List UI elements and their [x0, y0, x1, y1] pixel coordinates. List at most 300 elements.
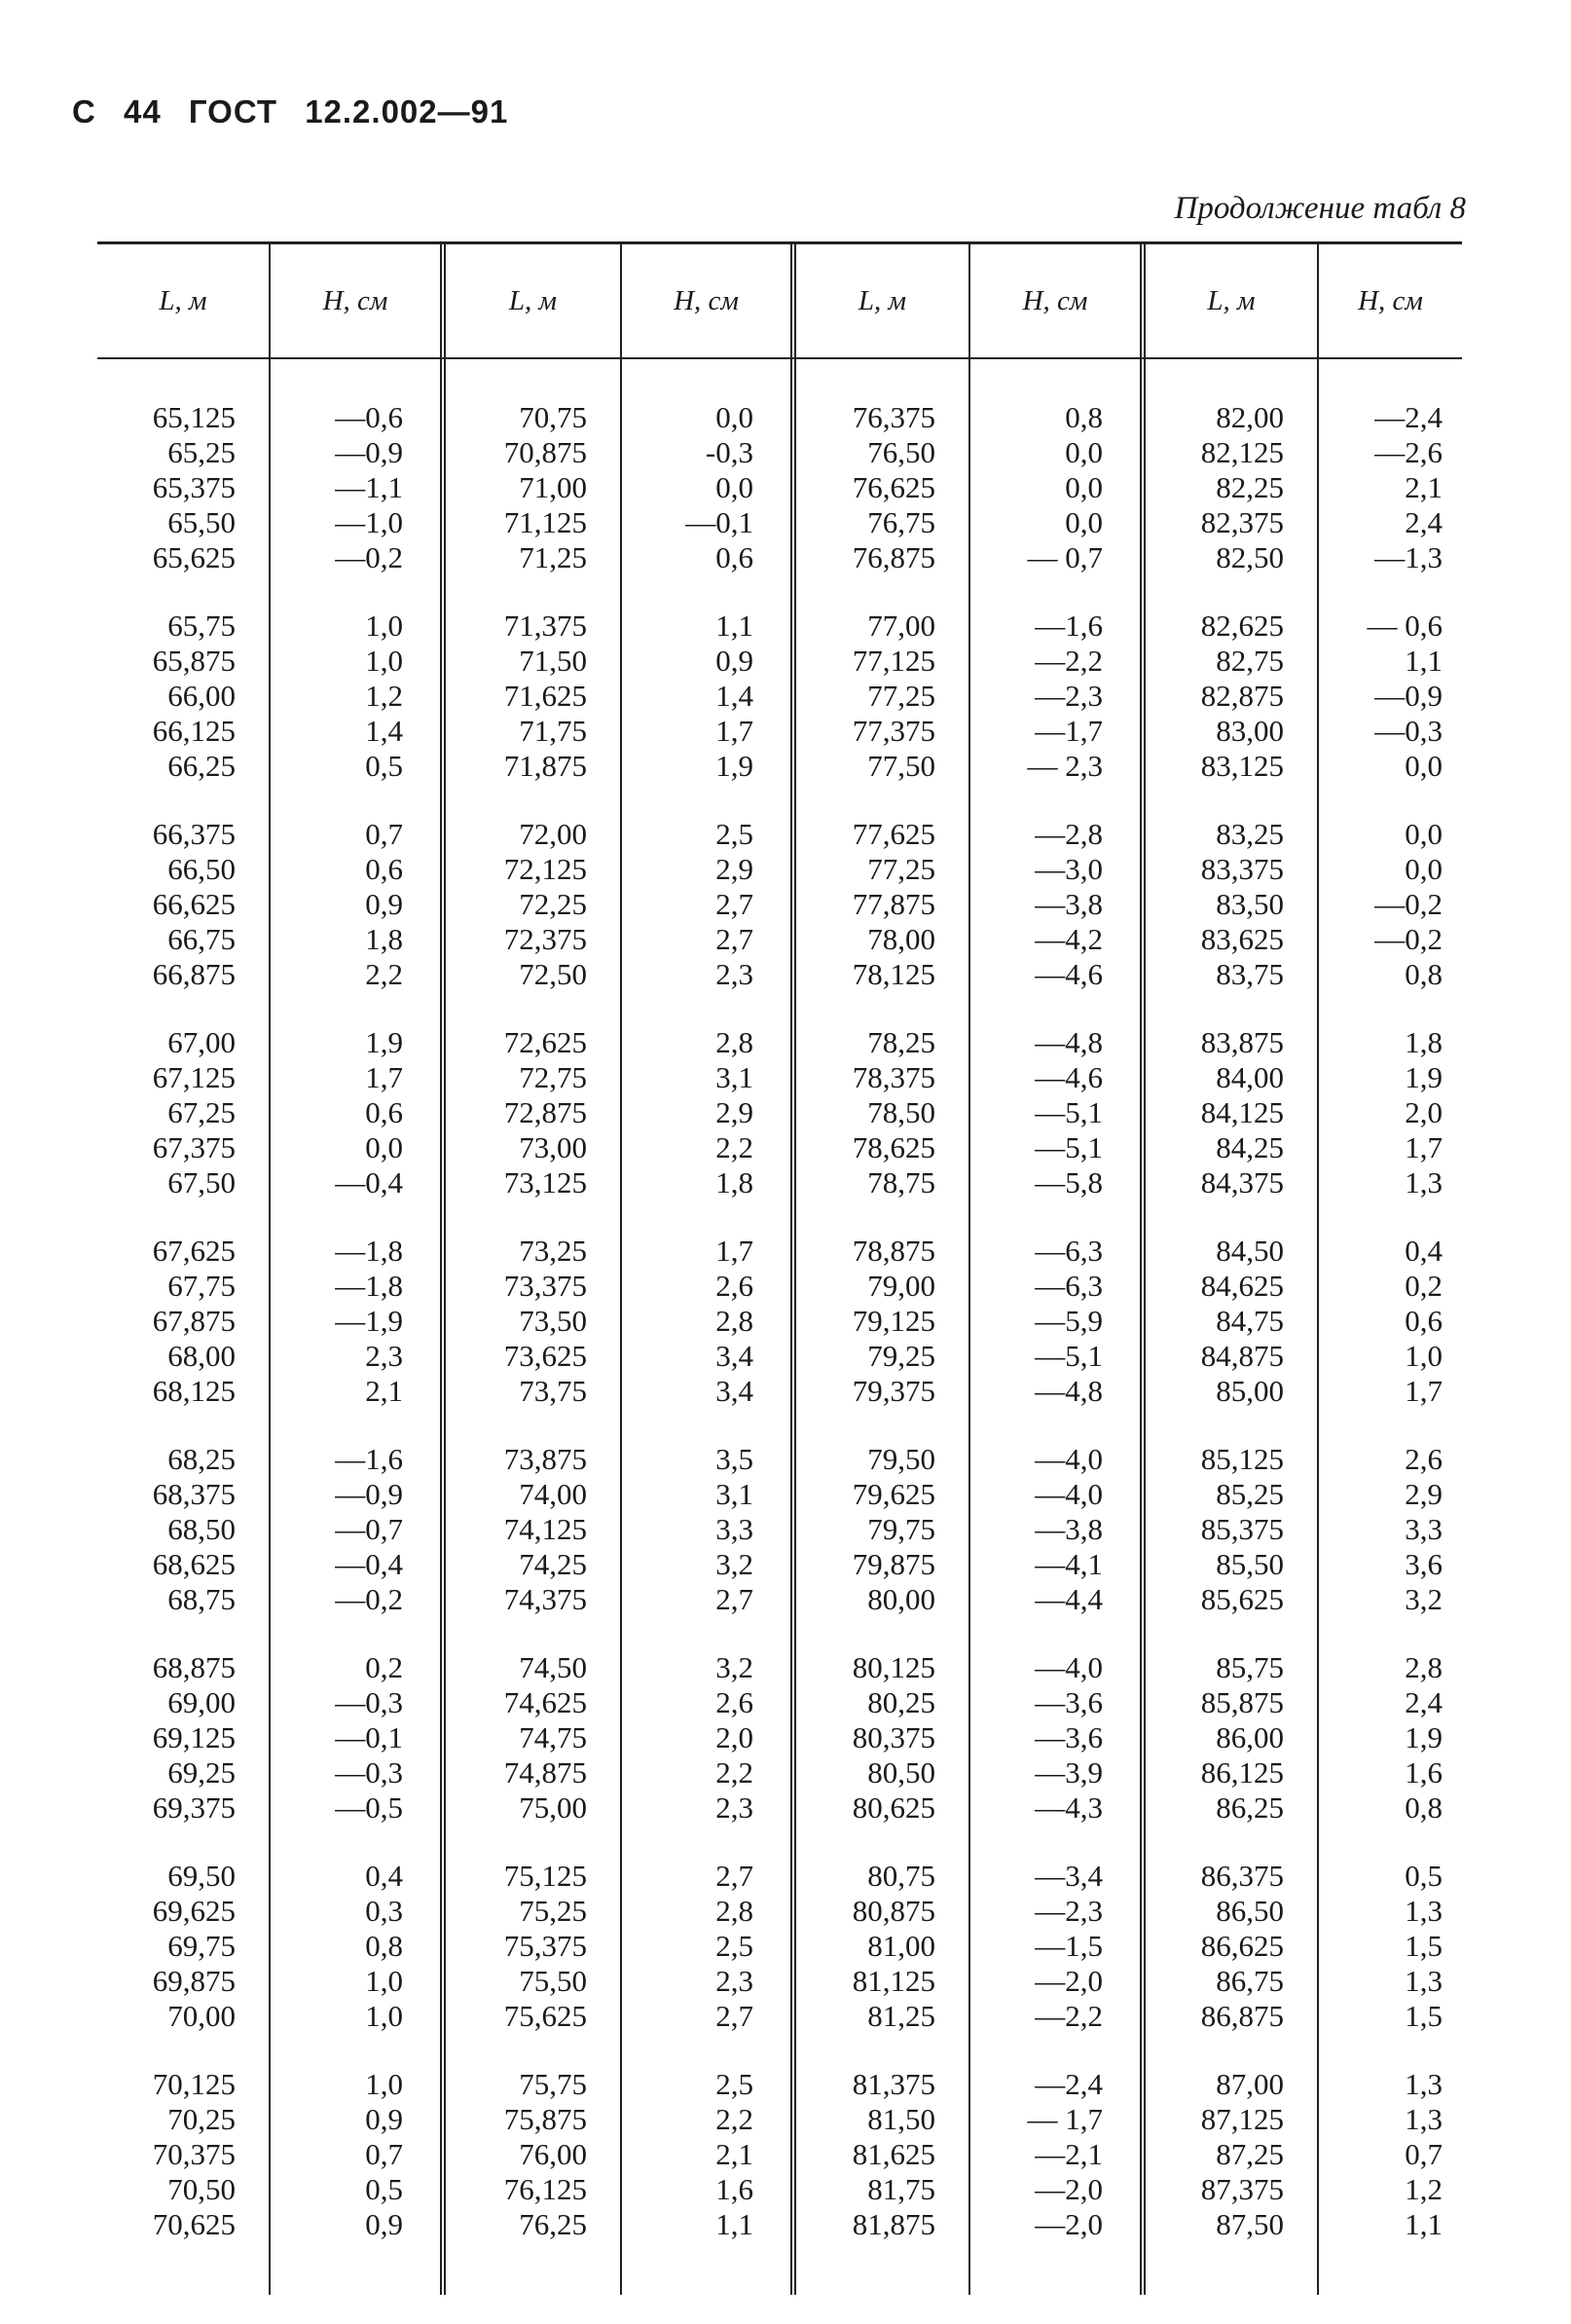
- cell-length: 83,875: [1200, 1025, 1284, 1059]
- cell-length: 87,25: [1216, 2137, 1284, 2171]
- cell-length: 77,625: [852, 817, 935, 851]
- cell-length: 79,125: [852, 1304, 935, 1338]
- cell-length: 66,50: [167, 852, 236, 886]
- cell-length: 68,375: [152, 1477, 236, 1511]
- cell-length: 66,375: [152, 817, 236, 851]
- cell-length: 73,125: [503, 1165, 587, 1199]
- table-header-row: [97, 244, 1462, 357]
- cell-length: 69,875: [152, 1964, 236, 1998]
- cell-length: 81,125: [852, 1964, 935, 1998]
- row-group: [1319, 400, 1443, 575]
- cell-height: 1,0: [365, 1999, 403, 2033]
- cell-length: 81,875: [852, 2207, 935, 2241]
- cell-height: —1,8: [335, 1234, 403, 1268]
- cell-height: 2,3: [715, 1790, 753, 1825]
- row-group: [970, 2067, 1103, 2242]
- cell-length: 82,00: [1216, 400, 1284, 434]
- cell-height: 0,7: [1405, 2137, 1443, 2171]
- cell-length: 79,875: [852, 1547, 935, 1581]
- cell-height: 1,3: [1405, 2102, 1443, 2136]
- cell-length: 84,00: [1216, 1060, 1284, 1094]
- cell-height: 1,7: [365, 1060, 403, 1094]
- row-group: [622, 2067, 753, 2242]
- cell-height: 1,9: [715, 749, 753, 783]
- cell-length: 76,125: [503, 2172, 587, 2206]
- cell-height: 2,8: [715, 1304, 753, 1338]
- row-group: [271, 1442, 403, 1617]
- cell-height: 2,1: [365, 1374, 403, 1408]
- cell-length: 78,125: [852, 957, 935, 991]
- cell-height: 2,3: [715, 1964, 753, 1998]
- cell-height: 0,7: [365, 2137, 403, 2171]
- cell-length: 87,00: [1216, 2067, 1284, 2101]
- cell-height: 1,3: [1405, 2067, 1443, 2101]
- row-group: [271, 2067, 403, 2242]
- row-group: [796, 609, 935, 784]
- cell-height: 3,5: [715, 1442, 753, 1476]
- row-group: [97, 1025, 236, 1200]
- cell-length: 72,625: [503, 1025, 587, 1059]
- cell-height: 0,0: [715, 400, 753, 434]
- cell-length: 85,625: [1200, 1582, 1284, 1616]
- cell-height: 2,8: [715, 1894, 753, 1928]
- row-group: [446, 400, 587, 575]
- cell-height: 2,5: [715, 1929, 753, 1963]
- row-group: [796, 1234, 935, 1409]
- row-group: [271, 400, 403, 575]
- cell-height: —0,9: [335, 1477, 403, 1511]
- cell-length: 72,50: [519, 957, 587, 991]
- cell-length: 73,875: [503, 1442, 587, 1476]
- row-group: [1146, 817, 1284, 992]
- cell-height: —1,6: [1035, 609, 1103, 643]
- cell-length: 81,00: [867, 1929, 935, 1963]
- cell-height: 1,1: [715, 609, 753, 643]
- cell-length: 82,625: [1200, 609, 1284, 643]
- cell-height: —1,8: [335, 1269, 403, 1303]
- cell-length: 67,875: [152, 1304, 236, 1338]
- cell-height: —0,3: [335, 1755, 403, 1789]
- cell-length: 80,875: [852, 1894, 935, 1928]
- row-group: [1319, 1859, 1443, 2034]
- row-group: [1319, 609, 1443, 784]
- cell-height: 1,7: [715, 1234, 753, 1268]
- cell-height: —4,8: [1035, 1025, 1103, 1059]
- cell-length: 78,875: [852, 1234, 935, 1268]
- cell-length: 71,75: [519, 714, 587, 748]
- cell-height: —1,7: [1035, 714, 1103, 748]
- cell-length: 81,375: [852, 2067, 935, 2101]
- row-group: [970, 1650, 1103, 1826]
- cell-length: 85,50: [1216, 1547, 1284, 1581]
- cell-height: 3,4: [715, 1374, 753, 1408]
- row-group: [271, 1025, 403, 1200]
- cell-length: 78,50: [867, 1095, 935, 1129]
- cell-length: 69,50: [167, 1859, 236, 1893]
- cell-height: —3,0: [1035, 852, 1103, 886]
- cell-length: 69,625: [152, 1894, 236, 1928]
- cell-length: 66,25: [167, 749, 236, 783]
- cell-height: 1,3: [1405, 1964, 1443, 1998]
- cell-height: 0,0: [1065, 470, 1103, 504]
- cell-height: 1,9: [365, 1025, 403, 1059]
- cell-length: 75,75: [519, 2067, 587, 2101]
- row-group: [1319, 1234, 1443, 1409]
- cell-length: 67,625: [152, 1234, 236, 1268]
- cell-length: 75,875: [503, 2102, 587, 2136]
- cell-length: 86,00: [1216, 1720, 1284, 1754]
- row-group: [1319, 2067, 1443, 2242]
- cell-length: 67,00: [167, 1025, 236, 1059]
- row-group: [271, 1234, 403, 1409]
- column-l-2: [446, 359, 622, 2295]
- cell-length: 73,00: [519, 1130, 587, 1164]
- cell-height: 1,1: [1405, 644, 1443, 678]
- cell-length: 72,25: [519, 887, 587, 921]
- cell-height: — 0,7: [1027, 540, 1103, 574]
- cell-height: 2,8: [715, 1025, 753, 1059]
- row-group: [796, 1859, 935, 2034]
- cell-length: 67,75: [167, 1269, 236, 1303]
- cell-height: —6,3: [1035, 1269, 1103, 1303]
- cell-length: 81,75: [867, 2172, 935, 2206]
- cell-height: 2,9: [1405, 1477, 1443, 1511]
- cell-length: 75,125: [503, 1859, 587, 1893]
- cell-height: —4,8: [1035, 1374, 1103, 1408]
- row-group: [796, 400, 935, 575]
- cell-height: —0,1: [335, 1720, 403, 1754]
- cell-length: 77,50: [867, 749, 935, 783]
- row-group: [796, 2067, 935, 2242]
- cell-length: 71,625: [503, 679, 587, 713]
- column-l-4: [1146, 359, 1319, 2295]
- table-body: [97, 359, 1462, 2295]
- cell-height: 2,7: [715, 1859, 753, 1893]
- cell-length: 76,00: [519, 2137, 587, 2171]
- cell-height: —0,2: [1374, 887, 1443, 921]
- cell-height: 0,0: [365, 1130, 403, 1164]
- cell-length: 75,50: [519, 1964, 587, 1998]
- cell-height: 1,0: [365, 2067, 403, 2101]
- cell-height: 1,1: [715, 2207, 753, 2241]
- column-l-1: [97, 359, 271, 2295]
- cell-length: 66,625: [152, 887, 236, 921]
- cell-height: —4,2: [1035, 922, 1103, 956]
- cell-length: 75,25: [519, 1894, 587, 1928]
- cell-height: 1,4: [715, 679, 753, 713]
- cell-length: 74,00: [519, 1477, 587, 1511]
- row-group: [970, 400, 1103, 575]
- cell-length: 68,00: [167, 1339, 236, 1373]
- row-group: [446, 1025, 587, 1200]
- cell-length: 69,375: [152, 1790, 236, 1825]
- cell-height: —4,0: [1035, 1442, 1103, 1476]
- cell-height: 3,6: [1405, 1547, 1443, 1581]
- row-group: [446, 609, 587, 784]
- cell-height: —2,3: [1035, 679, 1103, 713]
- cell-height: —2,2: [1035, 1999, 1103, 2033]
- cell-height: 3,4: [715, 1339, 753, 1373]
- cell-height: 2,3: [365, 1339, 403, 1373]
- cell-length: 86,125: [1200, 1755, 1284, 1789]
- row-group: [1319, 817, 1443, 992]
- row-group: [271, 1650, 403, 1826]
- cell-height: —0,4: [335, 1165, 403, 1199]
- cell-length: 66,75: [167, 922, 236, 956]
- cell-height: 1,2: [365, 679, 403, 713]
- row-group: [622, 1025, 753, 1200]
- cell-length: 82,25: [1216, 470, 1284, 504]
- cell-length: 72,125: [503, 852, 587, 886]
- row-group: [446, 1650, 587, 1826]
- cell-length: 65,50: [167, 505, 236, 539]
- cell-length: 71,875: [503, 749, 587, 783]
- cell-length: 68,125: [152, 1374, 236, 1408]
- cell-length: 66,875: [152, 957, 236, 991]
- cell-height: 1,0: [365, 609, 403, 643]
- row-group: [1146, 1859, 1284, 2034]
- cell-height: 0,8: [1065, 400, 1103, 434]
- cell-length: 85,00: [1216, 1374, 1284, 1408]
- cell-height: 0,9: [365, 2207, 403, 2241]
- header-l-1: L, м: [97, 244, 271, 357]
- cell-length: 69,25: [167, 1755, 236, 1789]
- cell-height: 3,2: [715, 1650, 753, 1684]
- cell-height: — 1,7: [1027, 2102, 1103, 2136]
- column-h-3: [970, 359, 1146, 2295]
- cell-height: 0,5: [365, 749, 403, 783]
- cell-length: 70,50: [167, 2172, 236, 2206]
- cell-length: 68,875: [152, 1650, 236, 1684]
- cell-height: 2,7: [715, 1582, 753, 1616]
- cell-length: 76,375: [852, 400, 935, 434]
- cell-length: 70,25: [167, 2102, 236, 2136]
- row-group: [970, 1442, 1103, 1617]
- cell-height: —2,8: [1035, 817, 1103, 851]
- cell-length: 84,25: [1216, 1130, 1284, 1164]
- row-group: [1146, 2067, 1284, 2242]
- column-h-4: [1319, 359, 1462, 2295]
- cell-height: —5,9: [1035, 1304, 1103, 1338]
- cell-length: 70,75: [519, 400, 587, 434]
- row-group: [1319, 1025, 1443, 1200]
- row-group: [796, 817, 935, 992]
- cell-length: 85,25: [1216, 1477, 1284, 1511]
- row-group: [622, 609, 753, 784]
- cell-height: —0,2: [335, 540, 403, 574]
- cell-height: 0,6: [715, 540, 753, 574]
- cell-height: 1,0: [1405, 1339, 1443, 1373]
- cell-length: 86,875: [1200, 1999, 1284, 2033]
- cell-length: 81,25: [867, 1999, 935, 2033]
- cell-length: 84,75: [1216, 1304, 1284, 1338]
- cell-length: 69,125: [152, 1720, 236, 1754]
- cell-height: 0,9: [715, 644, 753, 678]
- header-h-3: H, см: [970, 244, 1146, 357]
- cell-length: 82,375: [1200, 505, 1284, 539]
- cell-length: 72,875: [503, 1095, 587, 1129]
- cell-height: —0,6: [335, 400, 403, 434]
- cell-length: 86,50: [1216, 1894, 1284, 1928]
- cell-height: 1,6: [1405, 1755, 1443, 1789]
- cell-length: 80,75: [867, 1859, 935, 1893]
- cell-length: 85,125: [1200, 1442, 1284, 1476]
- cell-length: 70,625: [152, 2207, 236, 2241]
- cell-length: 75,00: [519, 1790, 587, 1825]
- cell-length: 71,25: [519, 540, 587, 574]
- cell-length: 72,375: [503, 922, 587, 956]
- cell-length: 75,625: [503, 1999, 587, 2033]
- row-group: [97, 400, 236, 575]
- cell-length: 83,375: [1200, 852, 1284, 886]
- header-h-2: H, см: [622, 244, 796, 357]
- row-group: [97, 1859, 236, 2034]
- cell-height: —2,4: [1374, 400, 1443, 434]
- cell-length: 81,50: [867, 2102, 935, 2136]
- cell-length: 77,125: [852, 644, 935, 678]
- cell-height: 0,9: [365, 2102, 403, 2136]
- cell-length: 76,50: [867, 435, 935, 469]
- column-l-3: [796, 359, 970, 2295]
- cell-height: -0,3: [705, 435, 753, 469]
- cell-height: —4,0: [1035, 1650, 1103, 1684]
- cell-height: —3,4: [1035, 1859, 1103, 1893]
- cell-length: 83,75: [1216, 957, 1284, 991]
- cell-height: —5,1: [1035, 1339, 1103, 1373]
- cell-length: 77,25: [867, 852, 935, 886]
- cell-height: 3,3: [1405, 1512, 1443, 1546]
- cell-height: 1,7: [1405, 1374, 1443, 1408]
- row-group: [796, 1442, 935, 1617]
- cell-length: 72,75: [519, 1060, 587, 1094]
- cell-length: 76,25: [519, 2207, 587, 2241]
- row-group: [271, 817, 403, 992]
- cell-height: 1,9: [1405, 1060, 1443, 1094]
- cell-height: —5,1: [1035, 1130, 1103, 1164]
- cell-length: 77,25: [867, 679, 935, 713]
- row-group: [1146, 1025, 1284, 1200]
- cell-length: 67,50: [167, 1165, 236, 1199]
- cell-length: 78,25: [867, 1025, 935, 1059]
- cell-height: 0,0: [1405, 749, 1443, 783]
- cell-height: —4,0: [1035, 1477, 1103, 1511]
- cell-length: 65,875: [152, 644, 236, 678]
- cell-length: 74,875: [503, 1755, 587, 1789]
- cell-height: 0,6: [1405, 1304, 1443, 1338]
- cell-length: 83,00: [1216, 714, 1284, 748]
- cell-length: 66,00: [167, 679, 236, 713]
- cell-length: 79,50: [867, 1442, 935, 1476]
- cell-height: 3,1: [715, 1060, 753, 1094]
- cell-length: 80,625: [852, 1790, 935, 1825]
- cell-height: 2,9: [715, 852, 753, 886]
- cell-height: 1,3: [1405, 1894, 1443, 1928]
- cell-height: 0,8: [1405, 1790, 1443, 1825]
- cell-height: —0,9: [1374, 679, 1443, 713]
- cell-height: 0,4: [365, 1859, 403, 1893]
- row-group: [446, 1859, 587, 2034]
- cell-length: 87,125: [1200, 2102, 1284, 2136]
- cell-height: 2,4: [1405, 505, 1443, 539]
- standard-number: 12.2.002—91: [305, 93, 509, 129]
- cell-length: 65,375: [152, 470, 236, 504]
- cell-height: 2,9: [715, 1095, 753, 1129]
- cell-length: 82,125: [1200, 435, 1284, 469]
- cell-length: 74,625: [503, 1685, 587, 1719]
- cell-height: —2,0: [1035, 2172, 1103, 2206]
- cell-length: 71,375: [503, 609, 587, 643]
- cell-length: 73,375: [503, 1269, 587, 1303]
- row-group: [1146, 609, 1284, 784]
- cell-height: 1,0: [365, 1964, 403, 1998]
- row-group: [1146, 1650, 1284, 1826]
- cell-length: 73,50: [519, 1304, 587, 1338]
- standard-label: ГОСТ: [188, 93, 278, 129]
- cell-length: 74,125: [503, 1512, 587, 1546]
- cell-length: 67,125: [152, 1060, 236, 1094]
- cell-height: 1,8: [1405, 1025, 1443, 1059]
- cell-length: 79,75: [867, 1512, 935, 1546]
- cell-height: 0,3: [365, 1894, 403, 1928]
- cell-length: 84,50: [1216, 1234, 1284, 1268]
- row-group: [97, 609, 236, 784]
- cell-length: 67,25: [167, 1095, 236, 1129]
- row-group: [97, 2067, 236, 2242]
- row-group: [446, 1234, 587, 1409]
- cell-height: —0,7: [335, 1512, 403, 1546]
- cell-height: 1,5: [1405, 1999, 1443, 2033]
- cell-height: 2,6: [1405, 1442, 1443, 1476]
- cell-height: 0,0: [1405, 852, 1443, 886]
- cell-length: 70,00: [167, 1999, 236, 2033]
- cell-height: 1,2: [1405, 2172, 1443, 2206]
- cell-length: 68,625: [152, 1547, 236, 1581]
- cell-length: 77,00: [867, 609, 935, 643]
- cell-length: 83,50: [1216, 887, 1284, 921]
- cell-length: 85,75: [1216, 1650, 1284, 1684]
- table-continuation-caption: Продолжение табл 8: [1174, 191, 1466, 226]
- cell-length: 86,625: [1200, 1929, 1284, 1963]
- cell-height: 2,6: [715, 1269, 753, 1303]
- cell-height: 0,2: [365, 1650, 403, 1684]
- cell-height: 0,6: [365, 852, 403, 886]
- header-h-4: H, см: [1358, 284, 1423, 316]
- row-group: [446, 2067, 587, 2242]
- cell-height: —1,9: [335, 1304, 403, 1338]
- cell-height: —4,1: [1035, 1547, 1103, 1581]
- column-h-2: [622, 359, 796, 2295]
- data-table: [97, 241, 1462, 2295]
- cell-height: —2,6: [1374, 435, 1443, 469]
- cell-height: — 2,3: [1027, 749, 1103, 783]
- cell-length: 79,00: [867, 1269, 935, 1303]
- cell-length: 70,125: [152, 2067, 236, 2101]
- cell-height: —0,2: [1374, 922, 1443, 956]
- cell-height: 1,7: [1405, 1130, 1443, 1164]
- cell-height: —0,9: [335, 435, 403, 469]
- cell-height: —3,8: [1035, 887, 1103, 921]
- row-group: [271, 609, 403, 784]
- cell-length: 65,75: [167, 609, 236, 643]
- cell-height: 2,7: [715, 1999, 753, 2033]
- cell-length: 84,625: [1200, 1269, 1284, 1303]
- header-h-1: H, см: [271, 244, 446, 357]
- cell-length: 86,25: [1216, 1790, 1284, 1825]
- cell-height: 1,4: [365, 714, 403, 748]
- cell-length: 84,875: [1200, 1339, 1284, 1373]
- cell-length: 74,375: [503, 1582, 587, 1616]
- cell-length: 72,00: [519, 817, 587, 851]
